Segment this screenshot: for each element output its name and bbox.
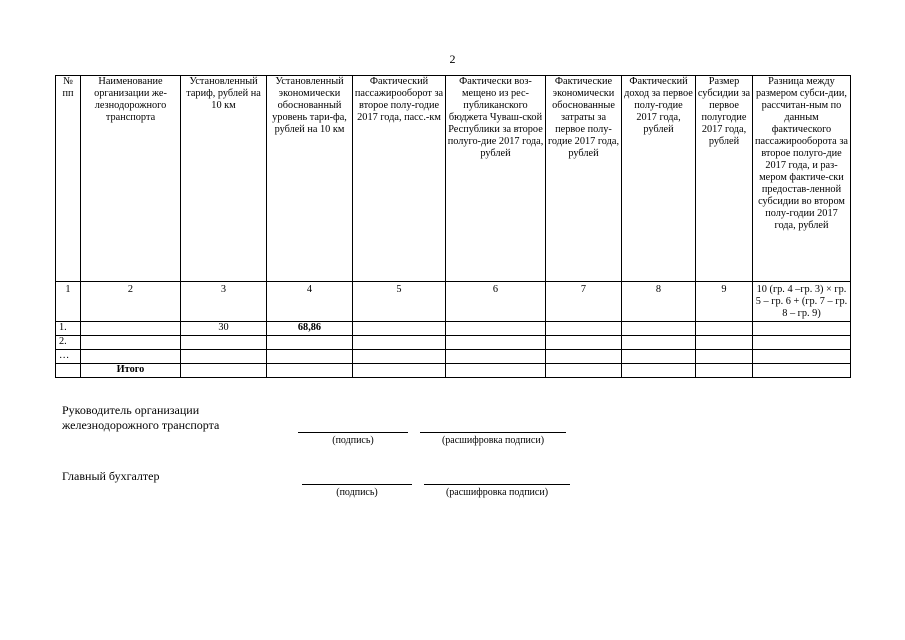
table-cell xyxy=(181,350,267,364)
column-number: 2 xyxy=(81,282,181,322)
column-number: 6 xyxy=(446,282,546,322)
table-cell xyxy=(622,364,696,378)
column-number: 7 xyxy=(546,282,622,322)
header-passenger-turnover: Фактический пассажирооборот за второе полу-годие 2017 года, пасс.-км xyxy=(353,76,446,282)
accountant-signature-label: Главный бухгалтер xyxy=(62,469,160,483)
table-cell xyxy=(353,336,446,350)
table-cell: 1. xyxy=(56,322,81,336)
table-cell xyxy=(696,322,753,336)
table-cell xyxy=(81,336,181,350)
table-cell: … xyxy=(56,350,81,364)
table-cell xyxy=(446,322,546,336)
table-cell xyxy=(753,336,851,350)
header-reimbursed: Фактически воз-мещено из рес-публиканского бюджета Чуваш-ской Республики за второе полуго-дие 2017 года, рублей xyxy=(446,76,546,282)
column-number: 8 xyxy=(622,282,696,322)
header-economic-costs: Фактические экономически обоснованные затраты за первое полу-годие 2017 года, рублей xyxy=(546,76,622,282)
table-cell: 68,86 xyxy=(267,322,353,336)
table-cell: 2. xyxy=(56,336,81,350)
accountant-signature-line xyxy=(302,484,412,485)
header-organization: Наименование организации же-лезнодорожного транспорта xyxy=(81,76,181,282)
table-cell xyxy=(546,336,622,350)
head-signature-label: Руководитель организации железнодорожного транспорта xyxy=(62,403,220,432)
table-cell xyxy=(622,322,696,336)
table-cell xyxy=(181,336,267,350)
header-economic-tariff: Установленный экономически обоснованный уровень тари-фа, рублей на 10 км xyxy=(267,76,353,282)
header-subsidy: Размер субсидии за первое полугодие 2017 года, рублей xyxy=(696,76,753,282)
table-row xyxy=(56,322,851,336)
table-cell xyxy=(696,364,753,378)
total-label: Итого xyxy=(81,364,181,378)
column-number: 1 xyxy=(56,282,81,322)
report-table xyxy=(55,75,851,378)
head-decryption-line xyxy=(420,432,566,433)
head-decryption-caption: (расшифровка подписи) xyxy=(441,435,545,446)
table-cell xyxy=(81,322,181,336)
accountant-decryption-line xyxy=(424,484,570,485)
total-row xyxy=(56,364,851,378)
header-row xyxy=(56,76,851,282)
table-cell xyxy=(267,350,353,364)
table-cell xyxy=(546,322,622,336)
table-cell xyxy=(446,350,546,364)
header-set-tariff: Установленный тариф, рублей на 10 км xyxy=(181,76,267,282)
table-cell xyxy=(622,336,696,350)
head-signature-caption: (подпись) xyxy=(332,435,374,446)
column-number: 3 xyxy=(181,282,267,322)
table-row xyxy=(56,350,851,364)
table-cell xyxy=(353,350,446,364)
page-number: 2 xyxy=(449,52,456,66)
table-row xyxy=(56,336,851,350)
table-cell xyxy=(446,364,546,378)
accountant-decryption-caption: (расшифровка подписи) xyxy=(445,487,549,498)
table-cell xyxy=(181,364,267,378)
table-cell xyxy=(56,364,81,378)
table-cell xyxy=(267,336,353,350)
head-signature-line xyxy=(298,432,408,433)
table-cell xyxy=(753,350,851,364)
header-number: № пп xyxy=(56,76,81,282)
table-cell xyxy=(753,322,851,336)
table-cell xyxy=(353,322,446,336)
table-cell: 30 xyxy=(181,322,267,336)
table-cell xyxy=(546,350,622,364)
header-actual-income: Фактический доход за первое полу-годие 2017 года, рублей xyxy=(622,76,696,282)
accountant-signature-caption: (подпись) xyxy=(336,487,378,498)
table-cell xyxy=(696,350,753,364)
column-number: 4 xyxy=(267,282,353,322)
table-cell xyxy=(446,336,546,350)
table-cell xyxy=(81,350,181,364)
table-cell xyxy=(696,336,753,350)
column-number: 5 xyxy=(353,282,446,322)
header-difference: Разница между размером субси-дии, рассчитан-ным по данным фактического пассажирооборота за второе полуго-дие 2017 года, и раз-мером фактиче-ски предостав-ленной субсидии во втором полу-годии 2017 года, рублей xyxy=(753,76,851,282)
table-cell xyxy=(546,364,622,378)
table-cell xyxy=(753,364,851,378)
table-cell xyxy=(353,364,446,378)
column-numbers-row xyxy=(56,282,851,322)
column-number: 9 xyxy=(696,282,753,322)
table-cell xyxy=(622,350,696,364)
table-cell xyxy=(267,364,353,378)
column-number: 10 (гр. 4 –гр. 3) × гр. 5 – гр. 6 + (гр. 7 – гр. 8 – гр. 9) xyxy=(753,282,851,322)
